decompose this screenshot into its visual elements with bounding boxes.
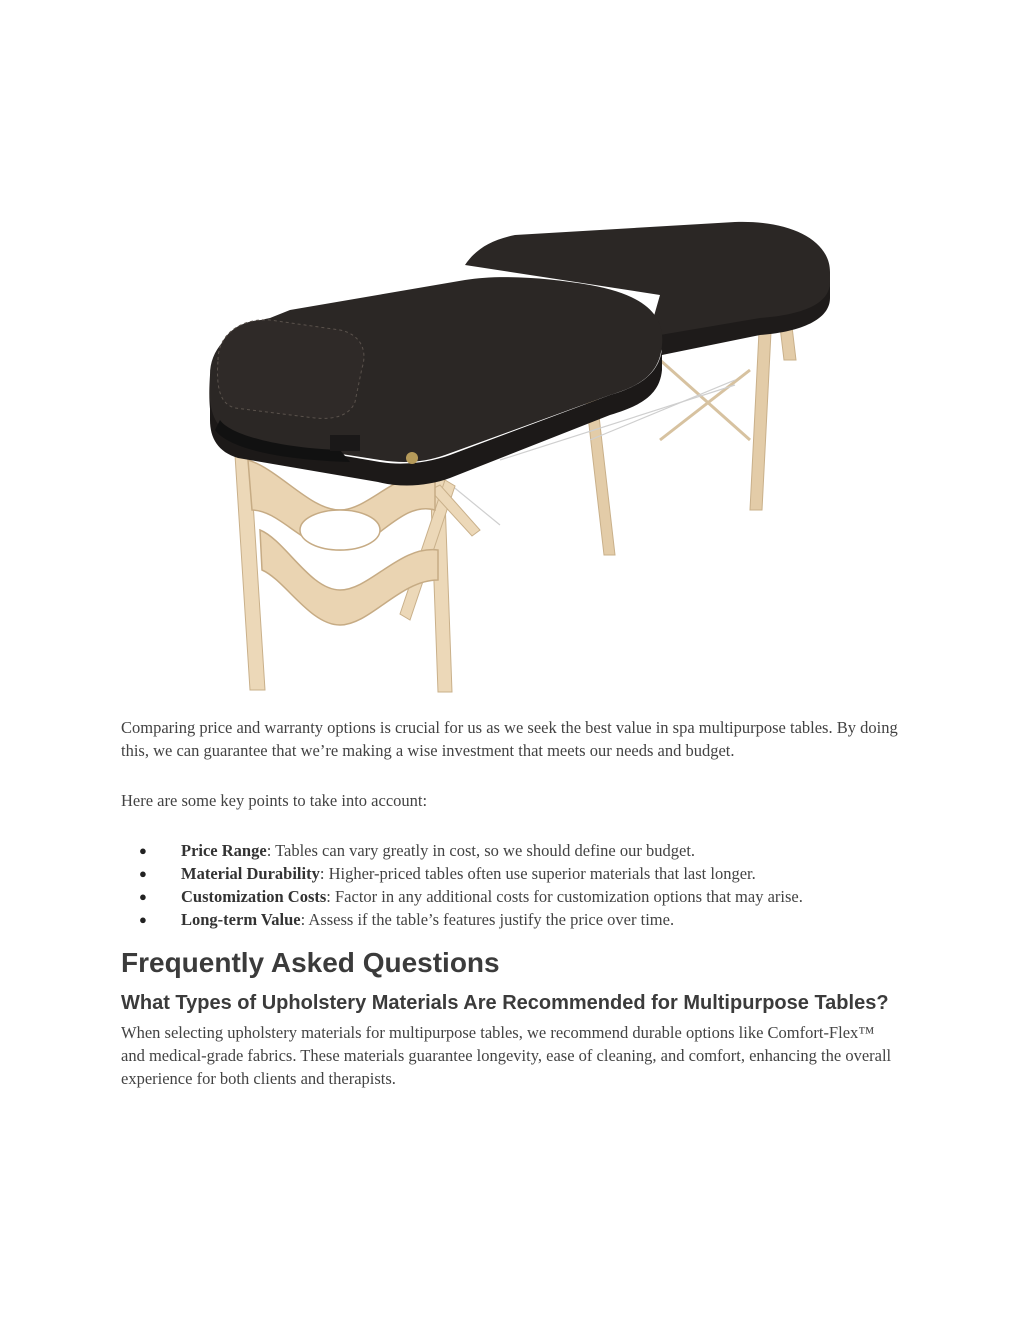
list-item: [121, 839, 901, 862]
bullet-icon: ●: [139, 912, 147, 927]
bullet-icon: ●: [139, 843, 147, 858]
far-leg-right-2: [750, 312, 772, 510]
bullet-icon: ●: [139, 889, 147, 904]
massage-table-image: [190, 210, 840, 700]
list-item: [121, 908, 901, 931]
point-term: Customization Costs: [181, 887, 327, 906]
list-item: [121, 885, 901, 908]
point-term: Material Durability: [181, 864, 320, 883]
point-term: Long-term Value: [181, 910, 301, 929]
face-cradle: [218, 320, 364, 419]
article-body: [121, 716, 901, 1090]
key-points-list: [121, 839, 901, 931]
answer-paragraph: When selecting upholstery materials for multipurpose tables, we recommend durable options like Comfort-Flex™ and medical-grade fabrics. These materials guarantee longevity, ease of cleaning, and comfort, enhancing the overall experience for both clients and therapists.: [121, 1023, 892, 1088]
point-text: : Tables can vary greatly in cost, so we should define our budget.: [266, 841, 696, 860]
faq-heading: Frequently Asked Questions: [121, 947, 500, 978]
question-heading: What Types of Upholstery Materials Are Recommended for Multipurpose Tables?: [121, 992, 889, 1014]
list-item: [121, 862, 901, 885]
intro-paragraph: Comparing price and warranty options is crucial for us as we seek the best value in spa multipurpose tables. By doing this, we can guarantee that we’re making a wise investment that meets our needs and budget.: [121, 718, 898, 760]
bullet-icon: ●: [139, 866, 147, 881]
point-text: : Assess if the table’s features justify the price over time.: [300, 910, 675, 929]
point-term: Price Range: [181, 841, 267, 860]
point-text: : Factor in any additional costs for customization options that may arise.: [326, 887, 803, 906]
point-text: : Higher-priced tables often use superior materials that last longer.: [319, 864, 756, 883]
lead-paragraph: Here are some key points to take into account:: [121, 791, 428, 810]
